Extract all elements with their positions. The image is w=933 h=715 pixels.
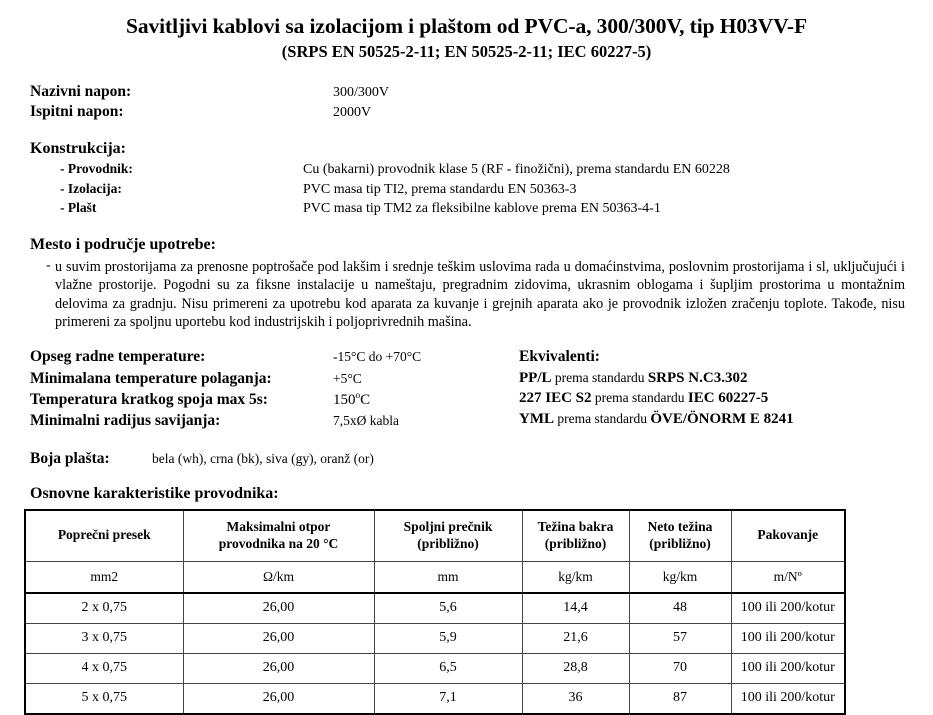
table-heading: Osnovne karakteristike provodnika: [30,484,279,502]
cell-copper-weight: 28,8 [522,653,629,683]
column-header-line: Pakovanje [757,527,819,543]
column-header-max-resistance [183,510,374,562]
column-header-copper-weight [522,510,629,562]
column-header-line: provodnika na 20 °C [218,535,339,551]
cell-net-weight: 70 [629,653,731,683]
sheath-colour-label: Boja plašta: [30,450,110,468]
column-header-outer-diameter [374,510,522,562]
insulation-value: PVC masa tip TI2, prema standardu EN 50363-3 [303,181,577,197]
insulation-label: - Izolacija: [60,180,122,196]
table-header-row [25,510,845,562]
usage-section [0,235,933,332]
min-install-temp-label: Minimalana temperature polaganja: [30,369,272,387]
construction-item-insulation [30,180,933,200]
param-row-bending-radius [30,410,421,431]
spec-row-test-voltage [30,102,933,122]
unit-cell-max-resistance: Ω/km [183,561,374,593]
column-header-net-weight [629,510,731,562]
param-row-shortcircuit-temp [30,389,421,410]
cell-packaging: 100 ili 200/kotur [731,653,845,683]
bending-radius-label: Minimalni radijus savijanja: [30,412,221,430]
equivalent-std-yml: ÖVE/ÖNORM E 8241 [650,410,794,427]
table-row [25,623,845,653]
equivalent-std-iec-s2: IEC 60227-5 [687,390,769,407]
sheath-colour-row [0,449,933,469]
cell-net-weight: 87 [629,683,731,714]
column-header-line: (približno) [544,535,607,551]
shortcircuit-temp-number: 150 [333,391,356,408]
voltage-section [0,82,933,122]
column-header-line: Maksimalni otpor [226,519,331,535]
cell-packaging: 100 ili 200/kotur [731,623,845,653]
conductor-characteristics-table [24,509,846,715]
usage-body [30,258,933,332]
cell-net-weight: 48 [629,593,731,624]
cell-outer-diameter: 6,5 [374,653,522,683]
bending-radius-value: 7,5xØ kabla [333,413,399,429]
unit-cell-copper-weight: kg/km [522,561,629,593]
table-units-row [25,561,845,593]
nominal-voltage-value: 300/300V [333,84,389,100]
cell-copper-weight: 14,4 [522,593,629,624]
min-install-temp-value: +5°C [333,370,362,386]
equivalent-code-iec-s2: 227 IEC S2 [519,390,592,407]
usage-bullet-dash: - [46,257,51,273]
spec-row-nominal-voltage [30,82,933,102]
unit-cell-packaging: m/Nº [731,561,845,593]
column-header-line: Neto težina [647,519,713,535]
cell-net-weight: 57 [629,623,731,653]
cell-max-resistance: 26,00 [183,623,374,653]
construction-item-conductor [30,160,933,180]
usage-heading: Mesto i područje upotrebe: [30,235,216,253]
table-row [25,653,845,683]
equivalent-mid-yml: prema standardu [554,410,651,426]
sheath-label: - Plašt [60,200,97,216]
equivalent-mid-iec-s2: prema standardu [591,390,688,406]
page-subtitle: (SRPS EN 50525-2-11; EN 50525-2-11; IEC 60227-5) [281,42,652,62]
equivalent-code-ppl: PP/L [519,369,552,386]
cell-packaging: 100 ili 200/kotur [731,593,845,624]
conductor-value: Cu (bakarni) provodnik klase 5 (RF - finožični), prema standardu EN 60228 [303,162,730,177]
equivalent-row-iec-s2 [519,388,794,408]
equivalent-std-ppl: SRPS N.C3.302 [647,369,748,386]
cell-max-resistance: 26,00 [183,593,374,624]
cell-cross-section: 5 x 0,75 [25,683,183,714]
cell-cross-section: 3 x 0,75 [25,623,183,653]
equivalents-heading: Ekvivalenti: [519,348,600,366]
conductor-label: - Provodnik: [60,161,133,176]
param-row-operating-temp [30,346,421,367]
column-header-line: (približno) [649,535,711,551]
equivalent-code-yml: YML [519,410,554,427]
column-header-line: Težina bakra [537,519,614,535]
sheath-value: PVC masa tip TM2 za fleksibilne kablove prema EN 50363-4-1 [303,201,661,217]
page-title: Savitljivi kablovi sa izolacijom i plaštom od PVC-a, 300/300V, tip H03VV-F [125,14,807,38]
cell-outer-diameter: 5,6 [374,593,522,624]
equivalent-mid-ppl: prema standardu [551,369,648,385]
test-voltage-label: Ispitni napon: [30,103,124,121]
cell-copper-weight: 21,6 [522,623,629,653]
operating-temp-value: -15°C do +70°C [333,349,422,365]
cell-packaging: 100 ili 200/kotur [731,683,845,714]
construction-item-sheath [30,199,933,219]
shortcircuit-temp-unit: C [360,391,371,408]
parameters-left-column [30,346,421,431]
cell-max-resistance: 26,00 [183,653,374,683]
param-row-min-install-temp [30,368,421,389]
unit-cell-cross-section: mm2 [25,561,183,593]
shortcircuit-temp-value [333,390,370,410]
column-header-cross-section [25,510,183,562]
table-row [25,593,845,624]
equivalent-row-yml [519,409,794,429]
cell-cross-section: 4 x 0,75 [25,653,183,683]
column-header-line: (približno) [417,535,479,551]
construction-section [0,139,933,219]
nominal-voltage-label: Nazivni napon: [30,82,132,100]
operating-temp-label: Opseg radne temperature: [30,348,206,366]
sheath-colour-value: bela (wh), crna (bk), siva (gy), oranž (or) [152,451,374,467]
title-block [0,0,933,62]
cell-copper-weight: 36 [522,683,629,714]
shortcircuit-temp-label: Temperatura kratkog spoja max 5s: [30,390,268,408]
equivalent-row-ppl [519,368,794,388]
cell-outer-diameter: 7,1 [374,683,522,714]
unit-cell-outer-diameter: mm [374,561,522,593]
cell-max-resistance: 26,00 [183,683,374,714]
degree-superscript: o [355,390,361,401]
construction-heading: Konstrukcija: [30,140,126,158]
test-voltage-value: 2000V [333,105,372,121]
column-header-line: Spoljni prečnik [403,519,493,535]
column-header-line: Poprečni presek [57,527,151,543]
table-row [25,683,845,714]
cell-cross-section: 2 x 0,75 [25,593,183,624]
cell-outer-diameter: 5,9 [374,623,522,653]
parameters-section [0,346,933,432]
column-header-packaging [731,510,845,562]
equivalents-column [519,346,794,429]
usage-paragraph: u suvim prostorijama za prenosne poptrošače pod lakšim i srednje teškim uslovima rada u domaćinstvima, poslovnim prostorijama i sl, uključujući i vlažne prostorije. Pogodni su za fiksne instalacije u nameštaju, pregradnim zidovima, ukrasnim oblogama i šupljim prostorima u montažnim delovima za gradnju. Nisu primereni za upotrebu kod aparata za kuvanje i grejnih aparata ako je provodnik izložen zračenju toplote. Takođe, nisu primereni za spoljnu uportebu kod industrijskih i poljoprivrednih mašina. [55,258,905,330]
unit-cell-net-weight: kg/km [629,561,731,593]
